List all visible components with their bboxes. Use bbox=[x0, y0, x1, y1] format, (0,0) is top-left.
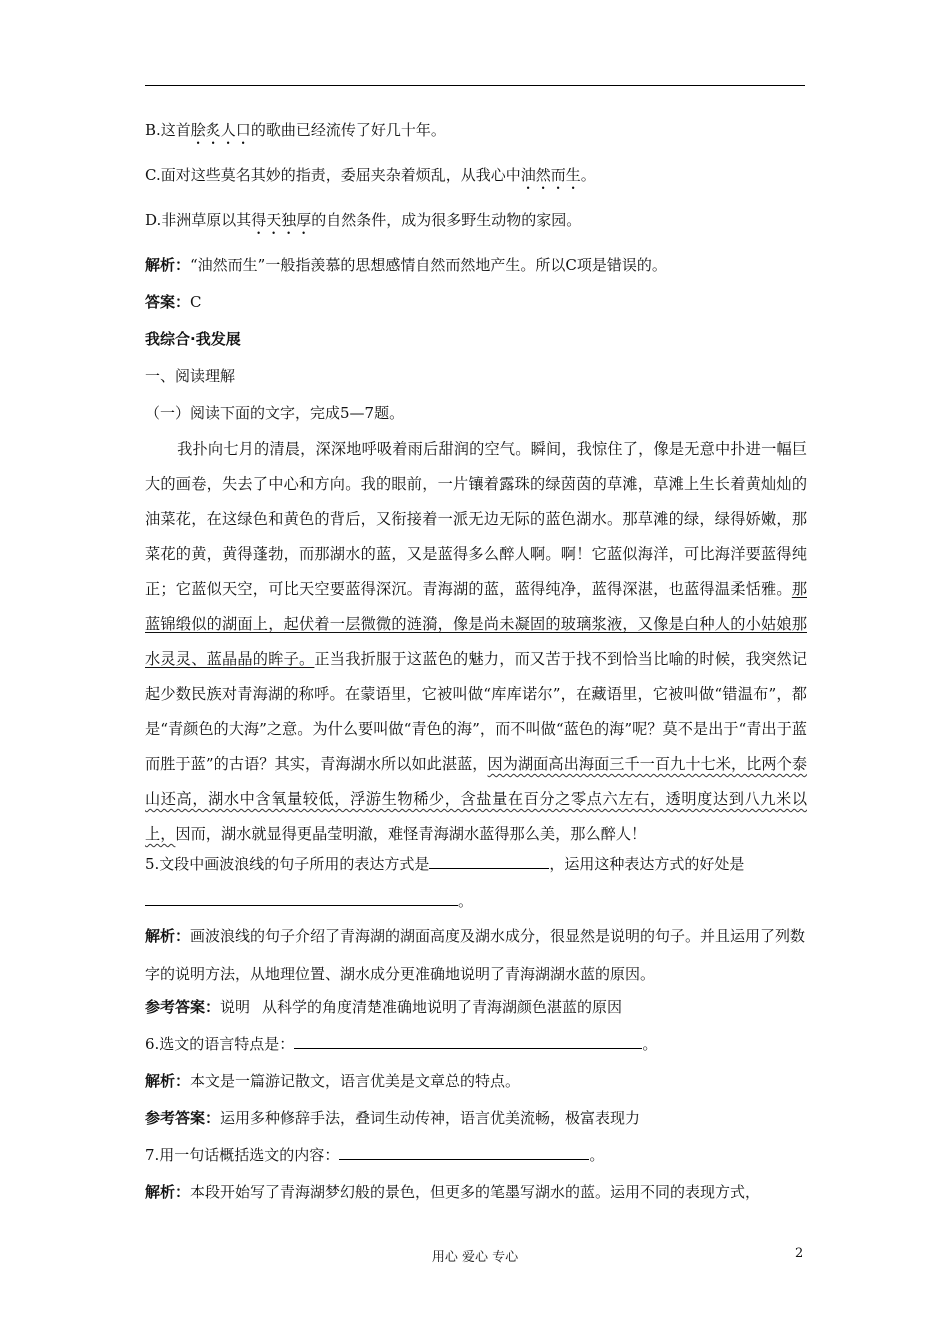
dotted-phrase: 脍炙人口 bbox=[190, 121, 251, 139]
option-c: C.面对这些莫名其妙的指责，委屈夹杂着烦乱，从我心中油然而生。 bbox=[145, 166, 596, 184]
q6-question: 6.选文的语言特点是： 。 bbox=[145, 1035, 658, 1053]
part-title: 一、阅读理解 bbox=[145, 367, 236, 385]
q7-question: 7.用一句话概括选文的内容： 。 bbox=[145, 1146, 605, 1164]
q5-answer: 参考答案：说明 从科学的角度清楚准确地说明了青海湖颜色湛蓝的原因 bbox=[145, 998, 623, 1016]
footer-motto: 用心 爱心 专心 bbox=[431, 1250, 519, 1265]
page-footer bbox=[0, 1246, 950, 1266]
option-b: B.这首脍炙人口的歌曲已经流传了好几十年。 bbox=[145, 121, 446, 139]
sub-title: （一）阅读下面的文字，完成5—7题。 bbox=[145, 404, 405, 422]
reading-passage: 我扑向七月的清晨，深深地呼吸着雨后甜润的空气。瞬间，我惊住了，像是无意中扑进一幅巨大的画卷，失去了中心和方向。我的眼前，一片镶着露珠的绿茵茵的草滩，草滩上生长着黄灿灿的油菜花，在这绿色和黄色的背后，又衔接着一派无边无际的蓝色湖水。那草滩的绿，绿得娇嫩，那菜花的黄，黄得蓬勃，而那湖水的蓝，又是蓝得多么醉人啊。啊！它蓝似海洋，可比海洋要蓝得纯正；它蓝似天空，可比天空要蓝得深沉。青海湖的蓝，蓝得纯净，蓝得深湛，也蓝得温柔恬雅。那蓝锦缎似的湖面上，起伏着一层微微的涟漪，像是尚未凝固的玻璃浆液，又像是白种人的小姑娘那水灵灵、蓝晶晶的眸子。正当我折服于这蓝色的魅力，而又苦于找不到恰当比喻的时候，我突然记起少数民族对青海湖的称呼。在蒙语里，它被叫做“库库诺尔”，在藏语里，它被叫做“错温布”，都是“青颜色的大海”之意。为什么要叫做“青色的海”，而不叫做“蓝色的海”呢？莫不是出于“青出于蓝而胜于蓝”的古语？其实，青海湖水所以如此湛蓝，因为湖面高出海面三千一百九十七米，比两个泰山还高，湖水中含氧量较低，浮游生物稀少，含盐量在百分之零点六左右，透明度达到八九米以上，因而，湖水就显得更晶莹明澈，难怪青海湖水蓝得那么美，那么醉人！ bbox=[145, 440, 808, 843]
q4-analysis: 解析：“油然而生”一般指羡慕的思想感情自然而然地产生。所以C项是错误的。 bbox=[145, 256, 667, 274]
q5-analysis: 解析：画波浪线的句子介绍了青海湖的湖面高度及湖水成分，很显然是说明的句子。并且运用了列数字的说明方法，从地理位置、湖水成分更准确地说明了青海湖湖水蓝的原因。 bbox=[145, 927, 806, 983]
q4-answer: 答案：C bbox=[145, 293, 202, 311]
q7-analysis: 解析：本段开始写了青海湖梦幻般的景色，但更多的笔墨写湖水的蓝。运用不同的表现方式， bbox=[145, 1183, 761, 1201]
page-number: 2 bbox=[795, 1246, 804, 1261]
q6-answer: 参考答案：运用多种修辞手法，叠词生动传神，语言优美流畅，极富表现力 bbox=[145, 1109, 641, 1127]
answer-blank bbox=[429, 854, 549, 869]
q6-analysis: 解析：本文是一篇游记散文，语言优美是文章总的特点。 bbox=[145, 1072, 521, 1090]
q5-question-cont: 。 bbox=[145, 891, 807, 911]
answer-blank bbox=[339, 1145, 589, 1160]
option-d: D.非洲草原以其得天独厚的自然条件，成为很多野生动物的家园。 bbox=[145, 211, 582, 229]
document-body bbox=[145, 120, 807, 1202]
header-rule bbox=[145, 85, 805, 86]
answer-blank bbox=[294, 1034, 642, 1049]
dotted-phrase: 油然而生 bbox=[520, 166, 581, 184]
underlined-sentence: 那蓝锦缎似的湖面上，起伏着一层微微的涟漪，像是尚未凝固的玻璃浆液，又像是白种人的小姑娘那水灵灵、蓝晶晶的眸子。 bbox=[145, 580, 807, 668]
dotted-phrase: 得天独厚 bbox=[251, 211, 312, 229]
answer-blank bbox=[145, 891, 458, 906]
section-title: 我综合·我发展 bbox=[145, 330, 241, 348]
wavy-underlined-sentence: 因为湖面高出海面三千一百九十七米，比两个泰山还高，湖水中含氧量较低，浮游生物稀少，含盐量在百分之零点六左右，透明度达到八九米以上， bbox=[145, 755, 808, 843]
q5-question: 5.文段中画波浪线的句子所用的表达方式是 ，运用这种表达方式的好处是 bbox=[145, 855, 745, 873]
